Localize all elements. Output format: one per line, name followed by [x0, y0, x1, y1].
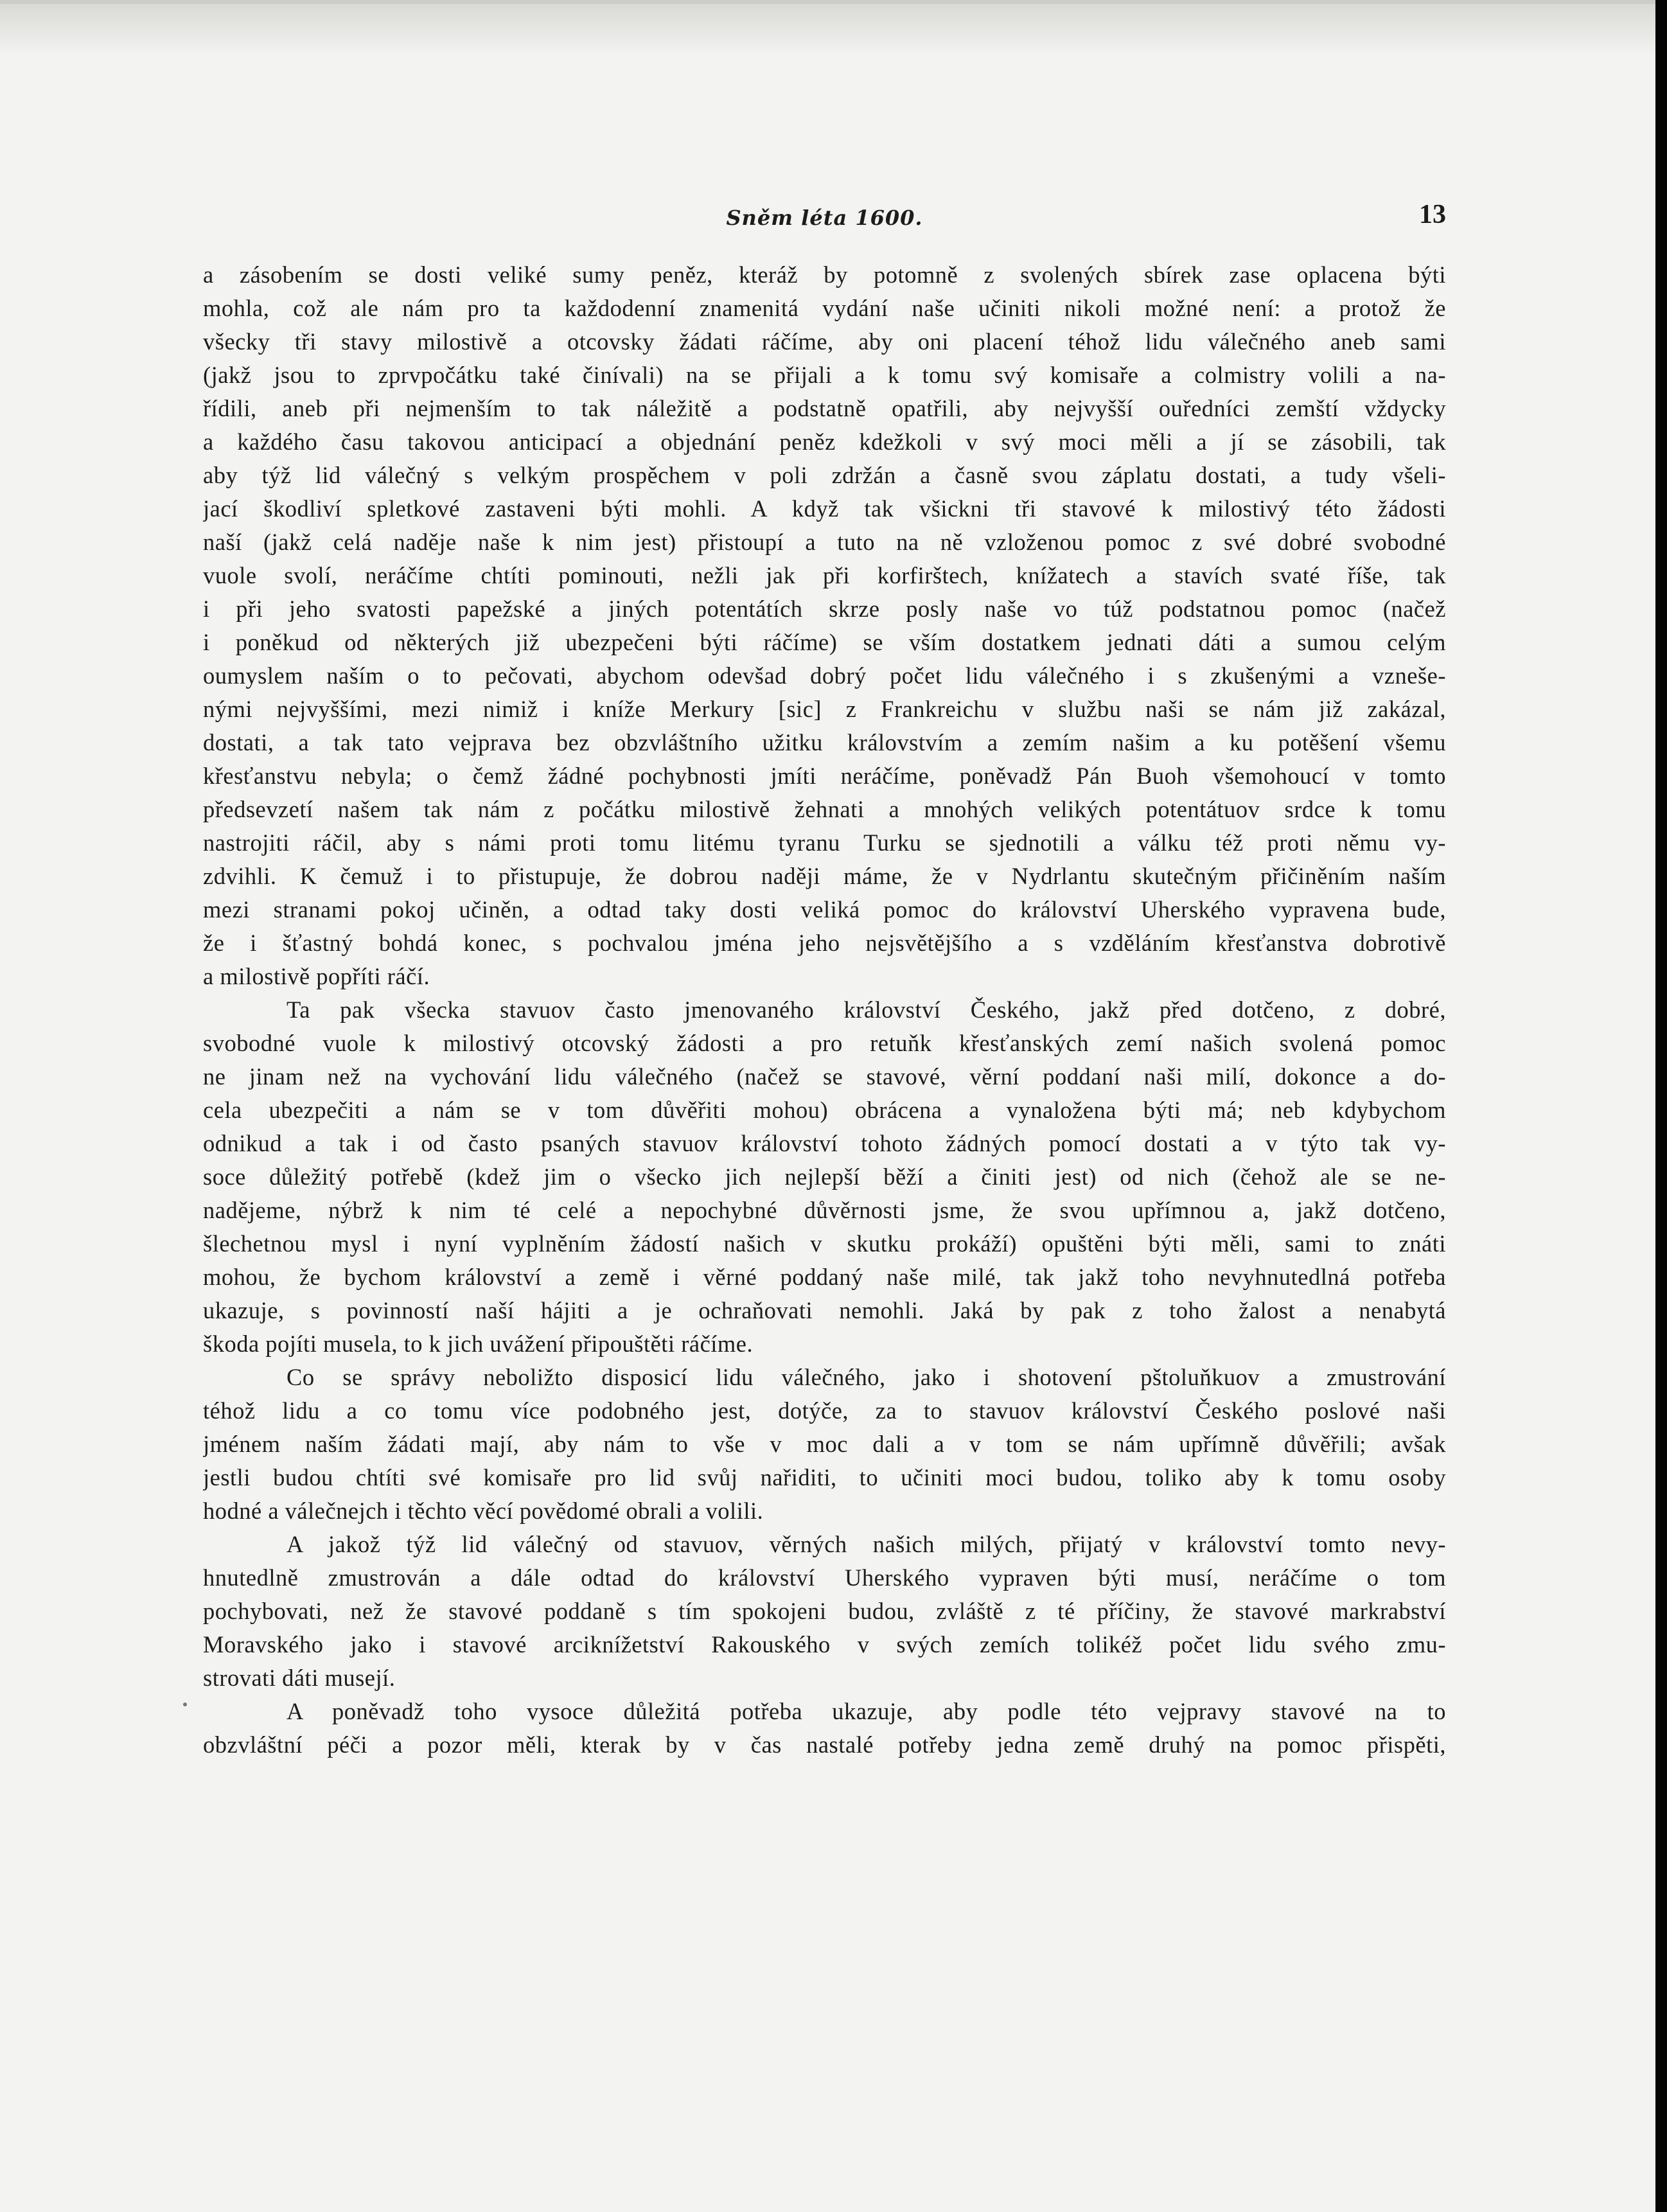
text-line: svobodné vuole k milostivý otcovský žádosti a pro retuňk křesťanských zemí našich svolená pomoc	[203, 1030, 1446, 1056]
text-line: téhož lidu a co tomu více podobného jest, dotýče, za to stavuov království Českého poslové naši	[203, 1397, 1446, 1424]
text-line: hnutedlně zmustrován a dále odtad do království Uherského vypraven býti musí, neráčíme o tom	[203, 1564, 1446, 1591]
text-line: že i šťastný bohdá konec, s pochvalou jména jeho nejsvětějšího a s vzděláním křesťanstva dobrotivě	[203, 930, 1446, 956]
running-title: Sněm léta 1600.	[726, 206, 923, 230]
paragraph-first-line: A jakož týž lid válečný od stavuov, věrných našich milých, přijatý v království tomto nevy-	[287, 1531, 1446, 1557]
text-line: jménem naším žádati mají, aby nám to vše v moc dali a v tom se nám upřímně důvěřili; avšak	[203, 1431, 1446, 1457]
text-line: soce důležitý potřebě (kdež jim o všecko jich nejlepší běží a činiti jest) od nich (čehož ale se ne-	[203, 1164, 1446, 1190]
text-line: jací škodliví spletkové zastaveni býti mohli. A když tak všickni tři stavové k milostivý této žádosti	[203, 495, 1446, 522]
scan-speck	[183, 1703, 187, 1706]
text-line: obzvláštní péči a pozor měli, kterak by v čas nastalé potřeby jedna země druhý na pomoc přispěti,	[203, 1731, 1446, 1758]
text-line: cela ubezpečiti a nám se v tom důvěřiti mohou) obrácena a vynaložena býti má; neb kdybychom	[203, 1097, 1446, 1123]
paragraph-last-line: škoda pojíti musela, to k jich uvážení připouštěti ráčíme.	[203, 1331, 754, 1357]
text-line: jestli budou chtíti své komisaře pro lid svůj nařiditi, to učiniti moci budou, toliko aby k tomu osoby	[203, 1464, 1446, 1491]
text-line: mohla, což ale nám pro ta každodenní znamenitá vydání naše učiniti nikoli možné není: a protož že	[203, 295, 1446, 321]
text-line: nastrojiti ráčil, aby s námi proti tomu litému tyranu Turku se sjednotili a válku též proti němu vy-	[203, 829, 1446, 856]
text-line: naší (jakž celá naděje naše k nim jest) přistoupí a tuto na ně vzloženou pomoc z své dobré svobodné	[203, 529, 1446, 555]
text-line: křesťanstvu nebyla; o čemž žádné pochybnosti jmíti neráčíme, poněvadž Pán Buoh všemohoucí v tomto	[203, 763, 1446, 789]
text-line: šlechetnou mysl i nyní vyplněním žádostí našich v skutku prokáží) opuštěni býti měli, sami to znáti	[203, 1230, 1446, 1257]
paragraph-first-line: Ta pak všecka stavuov často jmenovaného království Českého, jakž před dotčeno, z dobré,	[287, 996, 1446, 1023]
text-line: nadějeme, nýbrž k nim té celé a nepochybné důvěrnosti jsme, že svou upřímnou a, jakž dotčeno,	[203, 1197, 1446, 1223]
text-line: a zásobením se dosti veliké sumy peněz, kteráž by potomně z svolených sbírek zase oplacena býti	[203, 261, 1446, 288]
paragraph-first-line: Co se správy neboližto disposicí lidu válečného, jako i shotovení pštoluňkuov a zmustrování	[287, 1364, 1446, 1390]
page-header	[203, 199, 1446, 238]
page-number: 13	[1419, 200, 1446, 229]
scan-shadow	[0, 4, 1655, 55]
paragraph-last-line: strovati dáti musejí.	[203, 1665, 396, 1691]
paragraph-last-line: a milostivě popříti ráčí.	[203, 963, 430, 989]
text-line: předsevzetí našem tak nám z počátku milostivě žehnati a mnohých velikých potentátuov srdce k tomu	[203, 796, 1446, 822]
text-line: nými nejvyššími, mezi nimiž i kníže Merkury [sic] z Frankreichu v službu naši se nám již zakázal,	[203, 696, 1446, 722]
text-line: aby týž lid válečný s velkým prospěchem v poli zdržán a časně svou záplatu dostati, a tudy všeli-	[203, 462, 1446, 488]
text-line: řídili, aneb při nejmenším to tak náležitě a podstatně opatřili, aby nejvyšší ouředníci zemští vždycky	[203, 395, 1446, 421]
text-line: vuole svolí, neráčíme chtíti pominouti, nežli jak při korfirštech, knížatech a stavích svaté říše, tak	[203, 562, 1446, 588]
text-line: ukazuje, s povinností naší hájiti a je ochraňovati nemohli. Jaká by pak z toho žalost a nenabytá	[203, 1297, 1446, 1323]
text-body	[203, 258, 1446, 1762]
text-line: dostati, a tak tato vejprava bez obzvláštního užitku královstvím a zemím našim a ku potěšení všemu	[203, 729, 1446, 756]
text-line: a každého času takovou anticipací a objednání peněz kdežkoli v svý moci měli a jí se zásobili, tak	[203, 429, 1446, 455]
paragraph-last-line: hodné a válečnejch i těchto věcí povědomé obrali a volili.	[203, 1498, 764, 1524]
text-line: (jakž jsou to zprvpočátku také činívali) na se přijali a k tomu svý komisaře a colmistry volili a na-	[203, 362, 1446, 388]
text-line: ne jinam než na vychování lidu válečného (načež se stavové, věrní poddaní naši milí, dokonce a do-	[203, 1063, 1446, 1090]
text-line: mezi stranami pokoj učiněn, a odtad taky dosti veliká pomoc do království Uherského vypravena bude,	[203, 896, 1446, 923]
scan-edge-right	[1655, 0, 1667, 2212]
text-line: i poněkud od některých již ubezpečeni býti ráčíme) se vším dostatkem jednati dáti a sumou celým	[203, 629, 1446, 655]
text-line: oumyslem naším o to pečovati, abychom odevšad dobrý počet lidu válečného i s zkušenými a vzneše-	[203, 662, 1446, 689]
paragraph-first-line: A poněvadž toho vysoce důležitá potřeba ukazuje, aby podle této vejpravy stavové na to	[287, 1698, 1446, 1724]
text-line: i při jeho svatosti papežské a jiných potentátích skrze posly naše vo túž podstatnou pomoc (načež	[203, 596, 1446, 622]
text-line: Moravského jako i stavové arciknížetství Rakouského v svých zemích tolikéž počet lidu svého zmu-	[203, 1631, 1446, 1658]
text-line: pochybovati, než že stavové poddaně s tím spokojeni budou, zvláště z té příčiny, že stavové markrabství	[203, 1598, 1446, 1624]
text-line: všecky tři stavy milostivě a otcovsky žádati ráčíme, aby oni placení téhož lidu válečného aneb sami	[203, 328, 1446, 355]
text-line: mohou, že bychom království a země i věrné poddaný naše milé, tak jakž toho nevyhnutedlná potřeba	[203, 1264, 1446, 1290]
text-line: odnikud a tak i od často psaných stavuov království tohoto žádných pomocí dostati a v týto tak vy-	[203, 1130, 1446, 1156]
text-line: zdvihli. K čemuž i to přistupuje, že dobrou naději máme, že v Nydrlantu skutečným přičiněním naším	[203, 863, 1446, 889]
